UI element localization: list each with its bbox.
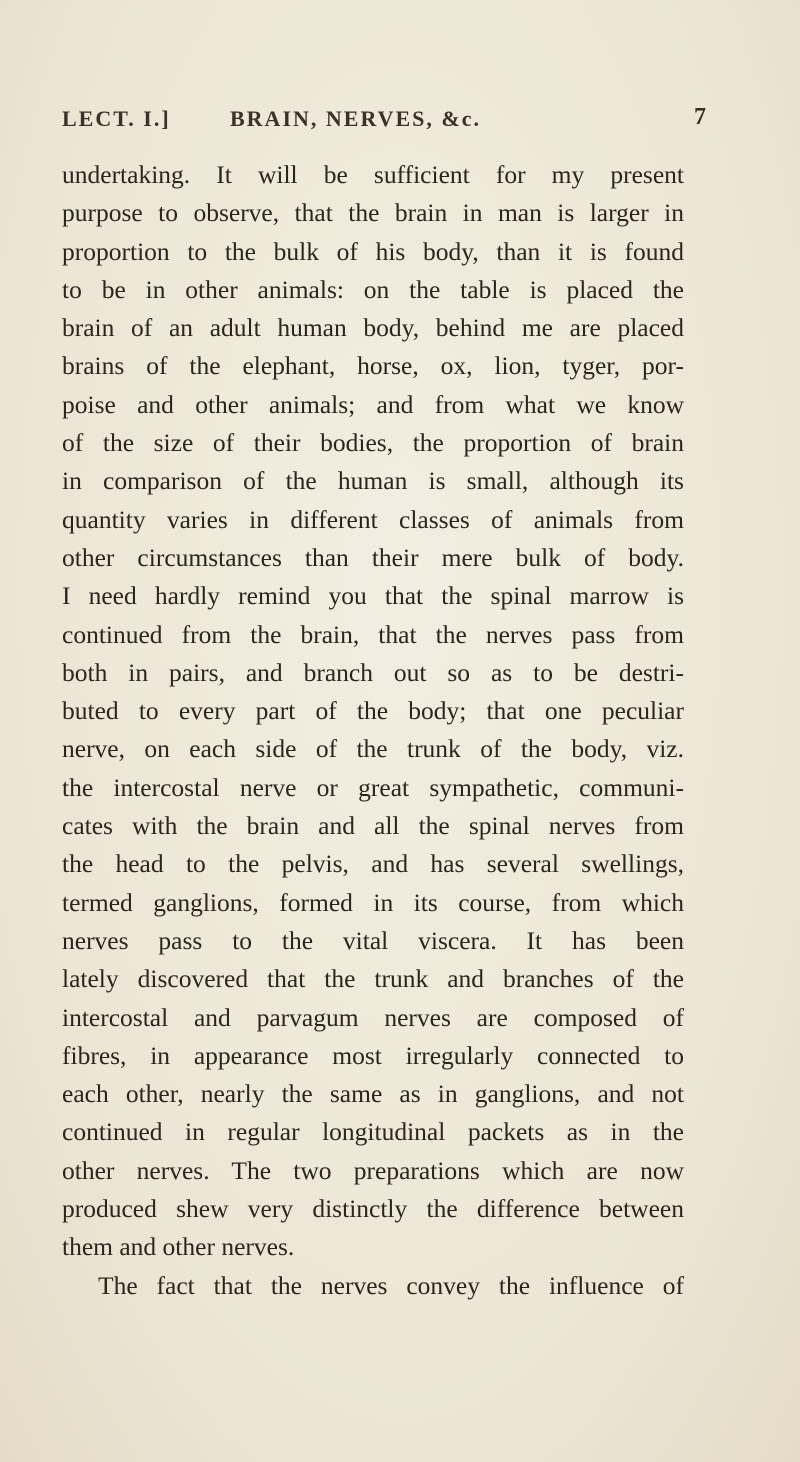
text-line: proportion to the bulk of his body, than it is found [62,236,684,266]
text-line: I need hardly remind you that the spinal marrow is [62,581,684,611]
text-line: other nerves. The two preparations which are now [62,1155,684,1185]
text-line: buted to every part of the body; that one peculiar [62,696,684,726]
text-line: lately discovered that the trunk and branches of the [62,964,684,994]
text-line: termed ganglions, formed in its course, from which [62,887,684,917]
text-line: purpose to observe, that the brain in man is larger in [62,198,684,228]
text-line: quantity varies in different classes of animals from [62,504,684,534]
text-line: brains of the elephant, horse, ox, lion, tyger, por- [62,351,684,381]
page-number: 7 [694,104,708,130]
running-head [62,104,708,138]
text-line: each other, nearly the same as in ganglions, and not [62,1079,684,1109]
text-line: poise and other animals; and from what we know [62,389,684,419]
text-line: both in pairs, and branch out so as to be destri- [62,657,684,687]
text-line: them and other nerves. [62,1232,295,1262]
body-text [62,156,684,1305]
text-line: nerves pass to the vital viscera. It has been [62,925,684,955]
text-line: continued in regular longitudinal packets as in the [62,1117,684,1147]
text-line: other circumstances than their mere bulk of body. [62,542,684,572]
text-line: intercostal and parvagum nerves are composed of [62,1002,684,1032]
text-line: the intercostal nerve or great sympathetic, communi- [62,772,684,802]
text-line: nerve, on each side of the trunk of the body, viz. [62,734,684,764]
text-line: continued from the brain, that the nerves pass from [62,619,684,649]
text-line: brain of an adult human body, behind me are placed [62,313,684,343]
text-line: of the size of their bodies, the proportion of brain [62,428,684,458]
text-line: undertaking. It will be sufficient for my present [62,160,684,189]
text-line: cates with the brain and all the spinal nerves from [62,811,684,841]
text-line: The fact that the nerves convey the influence of [98,1270,684,1300]
chapter-title: BRAIN, NERVES, &c. [230,106,481,131]
text-line: in comparison of the human is small, although its [62,466,684,496]
text-line: the head to the pelvis, and has several swellings, [62,849,684,879]
text-line: fibres, in appearance most irregularly connected to [62,1040,684,1070]
lecture-label: LECT. I.] [62,106,171,131]
text-line: produced shew very distinctly the difference between [62,1194,684,1224]
text-line: to be in other animals: on the table is placed the [62,274,684,304]
